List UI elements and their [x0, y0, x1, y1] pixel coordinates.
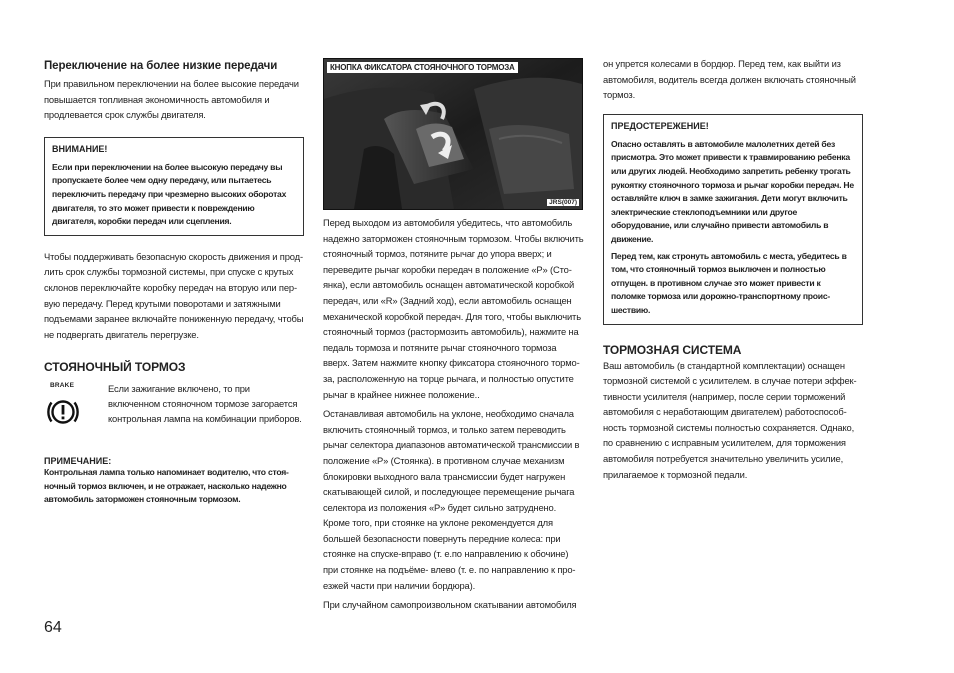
photo-caption: КНОПКА ФИКСАТОРА СТОЯНОЧНОГО ТОРМОЗА [327, 62, 518, 73]
parking-paragraph-3: При случайном самопроизвольном скатывании автомобиля [323, 599, 577, 611]
section-title-brake-system: ТОРМОЗНАЯ СИСТЕМА [603, 342, 742, 357]
brake-system-paragraph: Ваш автомобиль (в стандартной комплектации) оснащен тормозной системой с усилителем. в случае потери эффективности усилителя (например, после серии торможений автомобиля с неработающим двигателем) работоспособность тормозной системы полностью сохраняется. Однако, по сравнению с исправным усилителем, для торможения автомобиля потребуется значительно увеличить усилие, прилагаемое к тормозной педали. [603, 359, 857, 480]
photo-code: JRS(007) [549, 199, 577, 206]
brake-indicator-text: Если зажигание включено, то при включенном стояночном тормозе загорается контрольная лампа на комбинации приборов. [108, 383, 302, 424]
note-text: Контрольная лампа только напоминает водителю, что стояночный тормоз включен, и не отражает, насколько надежно автомобиль заторможен стояночным тормозом. [44, 467, 289, 505]
note-block [44, 456, 304, 506]
page-number: 64 [44, 619, 62, 636]
column-left [44, 56, 304, 507]
column-middle [323, 58, 584, 613]
parking-brake-photo [323, 58, 583, 210]
column-right [603, 56, 863, 482]
warning-text: Если при переключении на более высокую передачу вы пропускаете более чем одну передачу, или пытаетесь переключить передачу при чрезмерно высоких оборотах двигателя, то это может привести к повреждению двигателя, коробки передач или сцепления. [52, 161, 287, 227]
caution-box [603, 114, 863, 325]
brake-indicator-row [44, 382, 304, 438]
warning-box [44, 137, 304, 236]
brake-warning-icon [44, 382, 84, 432]
caution-text-2: Перед тем, как стронуть автомобиль с места, убедитесь в том, что стояночный тормоз выключен и полностью отпущен. в противном случае это может привести к поломке тормоза или дорожно-транспортному происшествию. [611, 250, 847, 315]
parking-paragraph-2: Останавливая автомобиль на уклоне, необходимо сначала включить стояночный тормоз, и только затем переводить рычаг селектора диапазонов автоматической трансмиссии в положение «P» (Стоянка). в противном случае механизм блокировки выходного вала трансмиссии будет нагружен скатывающей силой, и последующее перемещение рычага селектора из положения «P» будет сильно затруднено. Кроме того, при стоянке на уклоне рекомендуется для большей безопасности повернуть передние колеса: при стоянке на спуске-вправо (т. е.по направлению к обочине) при стоянке на подъёме- влево (т. е. по направлению к проезжей части при наличии бордюра). [323, 408, 580, 591]
brake-icon-label: BRAKE [50, 382, 75, 390]
note-title: ПРИМЕЧАНИЕ: [44, 456, 112, 467]
downshift-paragraph: При правильном переключении на более высокие передачи повышается топливная экономичность автомобиля и продлевается срок службы двигателя. [44, 78, 299, 121]
caution-text-1: Опасно оставлять в автомобиле малолетних детей без присмотра. Это может привести к травмированию ребенка или других людей. Необходимо запретить ребенку трогать рукоятку стояночного тормоза и рычаг коробки передач. Не оставляйте ключ в замке зажигания. Дети могут включить электрические стеклоподъемники или другое оборудование, или случайно привести автомобиль в движение. [611, 138, 854, 244]
speed-paragraph: Чтобы поддерживать безопасную скорость движения и продлить срок службы тормозной системы, при спуске с крутых склонов переключайте коробку передач на вторую или первую передачу. Перед крутыми поворотами и затяжными подъемами заранее включайте пониженную передачу, чтобы не подвергать двигатель перегрузке. [44, 250, 304, 340]
section-title-parking-brake: СТОЯНОЧНЫЙ ТОРМОЗ [44, 360, 186, 375]
rollaway-paragraph: он упрется колесами в бордюр. Перед тем, как выйти из автомобиля, водитель всегда должен включать стояночный тормоз. [603, 58, 856, 101]
section-title-downshift: Переключение на более низкие передачи [44, 60, 278, 72]
caution-title: ПРЕДОСТЕРЕЖЕНИЕ! [611, 120, 709, 131]
parking-paragraph-1: Перед выходом из автомобиля убедитесь, что автомобиль надежно заторможен стояночным тормозом. Чтобы включить стояночный тормоз, потяните рычаг до упора вверх; и переведите рычаг коробки передач в положение «P» (Стоянка), если автомобиль оснащен автоматической коробкой передач, или «R» (Задний ход), если автомобиль оснащен механической коробкой передач. Для того, чтобы выключить стояночный тормоз (растормозить автомобиль), нажмите на педаль тормоза и потяните рычаг стояночного тормоза вверх. Затем нажмите кнопку фиксатора стояночного тормоза, расположенную на торце рычага, и полностью опустите рычаг в крайнее нижнее положение.. [323, 217, 584, 400]
warning-title: ВНИМАНИЕ! [52, 143, 108, 154]
